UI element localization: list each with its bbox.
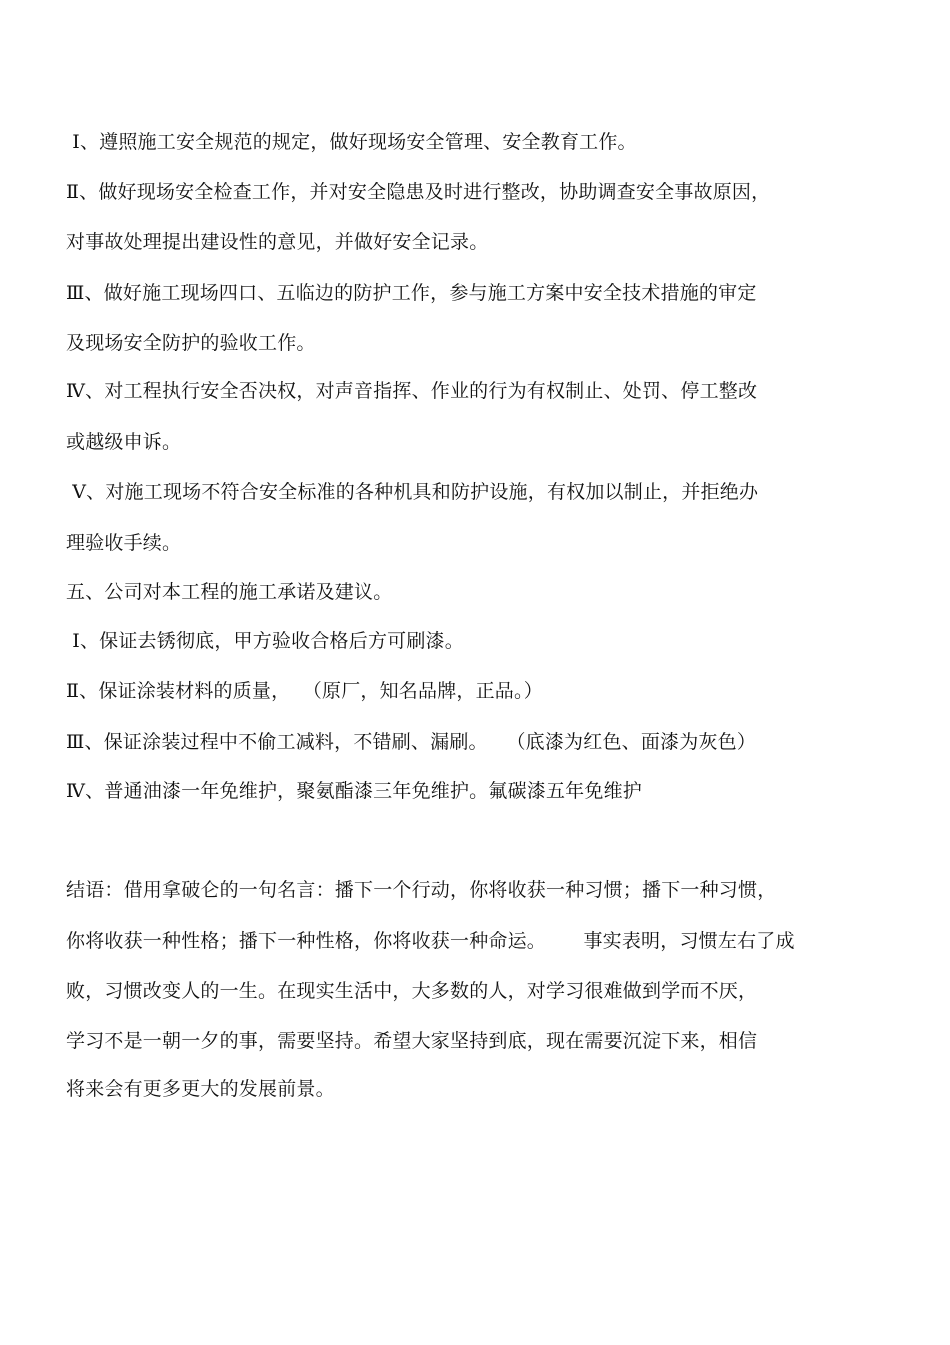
paragraph-line: Ⅳ、普通油漆一年免维护，聚氨酯漆三年免维护。氟碳漆五年免维护	[66, 780, 642, 802]
conclusion-line: 你将收获一种性格；播下一种性格，你将收获一种命运。 事实表明，习惯左右了成	[66, 930, 795, 952]
paragraph-line: Ⅰ、遵照施工安全规范的规定，做好现场安全管理、安全教育工作。	[66, 131, 637, 153]
paragraph-line: Ⅱ、做好现场安全检查工作，并对安全隐患及时进行整改，协助调查安全事故原因，	[66, 181, 771, 203]
paragraph-line: Ⅴ、对施工现场不符合安全标准的各种机具和防护设施，有权加以制止，并拒绝办	[66, 481, 759, 503]
paragraph-line: 或越级申诉。	[66, 431, 182, 453]
conclusion-line: 败，习惯改变人的一生。在现实生活中，大多数的人，对学习很难做到学而不厌，	[66, 980, 758, 1002]
paragraph-line: 及现场安全防护的验收工作。	[66, 332, 316, 354]
conclusion-line: 结语：借用拿破仑的一句名言：播下一个行动，你将收获一种习惯；播下一种习惯，	[66, 879, 777, 901]
paragraph-line: Ⅰ、保证去锈彻底，甲方验收合格后方可刷漆。	[66, 630, 464, 652]
paragraph-line: 对事故处理提出建设性的意见，并做好安全记录。	[66, 231, 489, 253]
conclusion-line: 学习不是一朝一夕的事，需要坚持。希望大家坚持到底，现在需要沉淀下来，相信	[66, 1030, 758, 1052]
paragraph-line: Ⅳ、对工程执行安全否决权，对声音指挥、作业的行为有权制止、处罚、停工整改	[66, 380, 758, 402]
paragraph-line: Ⅲ、做好施工现场四口、五临边的防护工作，参与施工方案中安全技术措施的审定	[66, 282, 757, 304]
paragraph-line: 理验收手续。	[66, 532, 182, 554]
paragraph-line: Ⅱ、保证涂装材料的质量， （原厂，知名品牌，正品。）	[66, 680, 543, 702]
conclusion-line: 将来会有更多更大的发展前景。	[66, 1078, 335, 1100]
section-heading: 五、公司对本工程的施工承诺及建议。	[66, 581, 393, 603]
paragraph-line: Ⅲ、保证涂装过程中不偷工减料，不错刷、漏刷。 （底漆为红色、面漆为灰色）	[66, 731, 757, 753]
